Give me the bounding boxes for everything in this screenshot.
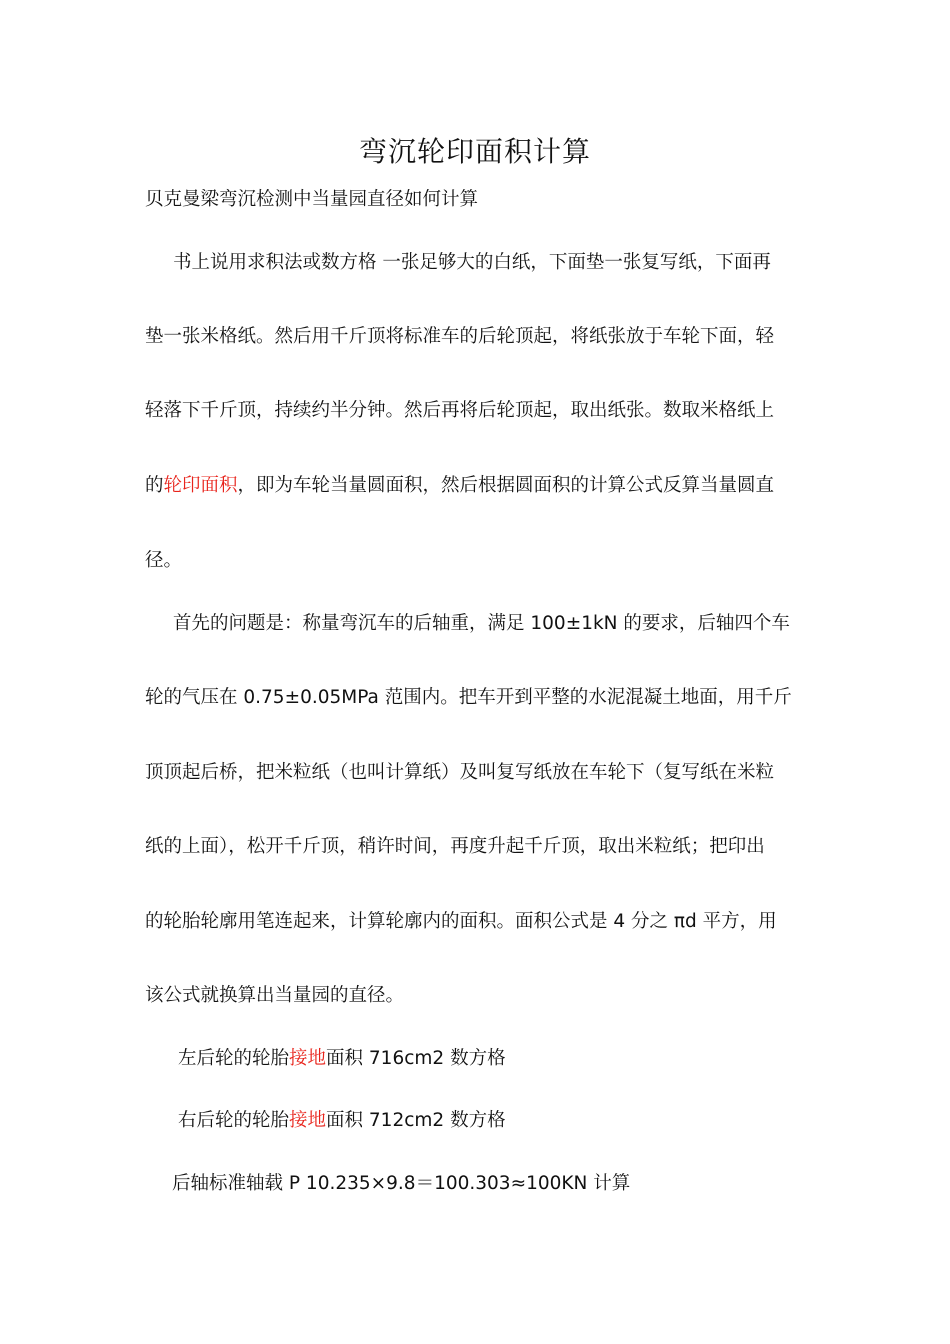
paragraph-2-line-2: 轮的气压在 0.75±0.05MPa 范围内。把车开到平整的水泥混凝土地面，用千斤	[145, 687, 792, 708]
paragraph-2-line-4: 纸的上面），松开千斤顶，稍许时间，再度升起千斤顶，取出米粒纸；把印出	[145, 836, 765, 857]
text-segment: 的	[145, 475, 164, 496]
highlighted-term: 接地	[289, 1110, 327, 1131]
right-wheel-line	[178, 1108, 506, 1134]
text-segment: ，即为车轮当量圆面积，然后根据圆面积的计算公式反算当量圆直	[237, 475, 775, 496]
paragraph-2-line-6: 该公式就换算出当量园的直径。	[145, 985, 405, 1006]
paragraph-1-line-3: 轻落下千斤顶，持续约半分钟。然后再将后轮顶起，取出纸张。数取米格纸上	[145, 400, 775, 421]
document-title: 弯沉轮印面积计算	[358, 135, 591, 168]
paragraph-2-line-5: 的轮胎轮廓用笔连起来，计算轮廓内的面积。面积公式是 4 分之 πd 平方，用	[145, 911, 777, 932]
paragraph-2-line-1: 首先的问题是：称量弯沉车的后轴重，满足 100±1kN 的要求，后轴四个车	[173, 613, 790, 634]
highlighted-term: 接地	[289, 1048, 327, 1069]
text-segment: 右后轮的轮胎	[178, 1110, 290, 1131]
highlighted-term: 轮印面积	[163, 475, 238, 496]
paragraph-1-line-5: 径。	[145, 550, 183, 571]
text-segment: 面积 712cm2 数方格	[326, 1110, 506, 1131]
text-segment: 面积 716cm2 数方格	[326, 1048, 506, 1069]
paragraph-1-line-2: 垫一张米格纸。然后用千斤顶将标准车的后轮顶起，将纸张放于车轮下面，轻	[145, 326, 775, 347]
paragraph-1-line-1: 书上说用求积法或数方格 一张足够大的白纸，下面垫一张复写纸，下面再	[173, 252, 771, 273]
paragraph-1-line-4	[145, 473, 774, 499]
axle-load-line: 后轴标准轴载 P 10.235×9.8＝100.303≈100KN 计算	[172, 1173, 631, 1194]
subtitle: 贝克曼梁弯沉检测中当量园直径如何计算	[145, 189, 479, 210]
text-segment: 左后轮的轮胎	[178, 1048, 290, 1069]
left-wheel-line	[178, 1046, 506, 1072]
paragraph-2-line-3: 顶顶起后桥，把米粒纸（也叫计算纸）及叫复写纸放在车轮下（复写纸在米粒	[145, 762, 775, 783]
